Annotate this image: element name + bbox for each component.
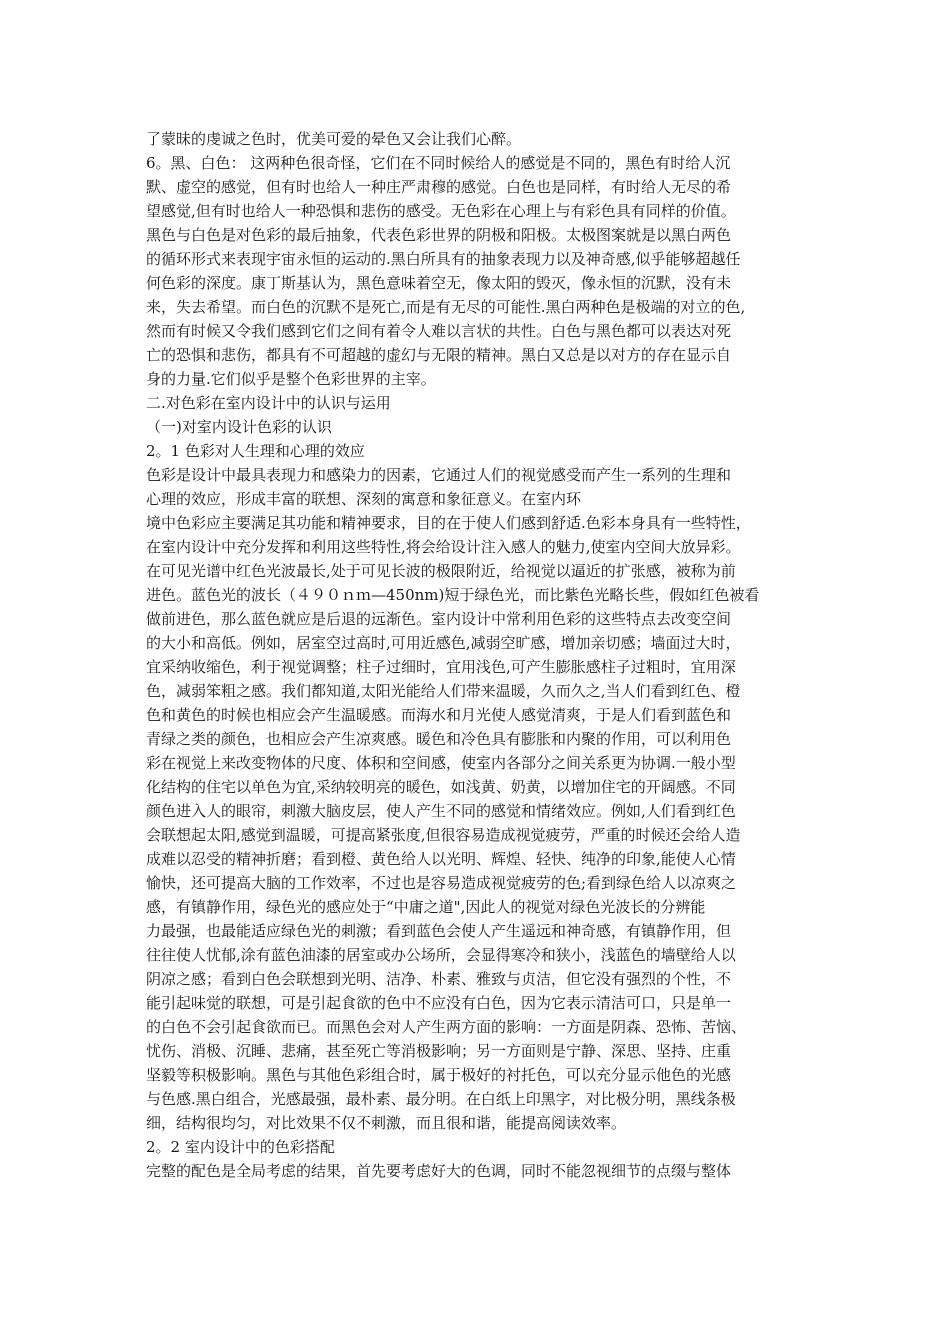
text-line: 与色感.黑白组合，光感最强，最朴素、最分明。在白纸上印黑字，对比极分明，黑线条极 [146, 1090, 736, 1108]
text-line: 会联想起太阳,感觉到温暖，可提高紧张度,但很容易造成视觉疲劳，严重的时候还会给人造 [146, 826, 741, 844]
text-line: 细，结构很均匀，对比效果不仅不刺激，而且很和谐，能提高阅读效率。 [146, 1114, 627, 1132]
text-line: 来，失去希望。而白色的沉默不是死亡,而是有无尽的可能性.黑白两种色是极端的对立的色, [146, 298, 746, 316]
text-line: 色和黄色的时候也相应会产生温暖感。而海水和月光使人感觉清爽，于是人们看到蓝色和 [146, 706, 732, 724]
text-line: 颜色进入人的眼帘，刺激大脑皮层，使人产生不同的感觉和情绪效应。例如,人们看到红色 [146, 802, 736, 820]
text-line: 完整的配色是全局考虑的结果，首先要考虑好大的色调，同时不能忽视细节的点缀与整体 [146, 1162, 732, 1180]
document-body [146, 127, 810, 1183]
text-line: 亡的恐惧和悲伤，都具有不可超越的虚幻与无限的精神。黑白又总是以对方的存在显示自 [146, 346, 732, 364]
text-line: 彩在视觉上来改变物体的尺度、体积和空间感，使室内各部分之间关系更为协调.一般小型 [146, 754, 736, 772]
text-line: 能引起味觉的联想，可是引起食欲的色中不应没有白色，因为它表示清洁可口，只是单一 [146, 994, 732, 1012]
text-line: 在室内设计中充分发挥和利用这些特性,将会给设计注入感人的魅力,使室内空间大放异彩。 [146, 538, 741, 556]
text-line: 成难以忍受的精神折磨；看到橙、黄色给人以光明、辉煌、轻快、纯净的印象,能使人心情 [146, 850, 736, 868]
text-line: 青绿之类的颜色，也相应会产生凉爽感。暖色和冷色具有膨胀和内聚的作用，可以利用色 [146, 730, 732, 748]
text-line: 了蒙昧的虔诚之色时，优美可爱的晕色又会让我们心醉。 [146, 130, 522, 148]
text-line: 忧伤、消极、沉睡、悲痛，甚至死亡等消极影响；另一方面则是宁静、深思、坚持、庄重 [146, 1042, 732, 1060]
text-line: 然而有时候又令我们感到它们之间有着令人难以言状的共性。白色与黑色都可以表达对死 [146, 322, 732, 340]
text-line: 境中色彩应主要满足其功能和精神要求，目的在于使人们感到舒适.色彩本身具有一些特性， [146, 514, 751, 532]
text-line: 心理的效应，形成丰富的联想、深刻的寓意和象征意义。在室内环 [146, 490, 582, 508]
text-line: 往往使人忧郁,涂有蓝色油漆的居室或办公场所，会显得寒冷和狭小，浅蓝色的墙壁给人以 [146, 946, 736, 964]
text-line: 身的力量.它们似乎是整个色彩世界的主宰。 [146, 370, 436, 388]
text-line: 6。黑、白色： 这两种色很奇怪，它们在不同时候给人的感觉是不同的，黑色有时给人沉 [146, 154, 731, 172]
text-line: 望感觉,但有时也给人一种恐惧和悲伤的感受。无色彩在心理上与有彩色具有同样的价值。 [146, 202, 736, 220]
text-line: 二.对色彩在室内设计中的认识与运用 [146, 394, 391, 412]
text-line: 在可见光谱中红色光波最长,处于可见长波的极限附近，给视觉以逼近的扩张感，被称为前 [146, 562, 736, 580]
text-line: 的循环形式来表现宇宙永恒的运动的.黑白所具有的抽象表现力以及神奇感,似乎能够超越任 [146, 250, 741, 268]
text-line: 阴凉之感；看到白色会联想到光明、洁净、朴素、雅致与贞洁，但它没有强烈的个性，不 [146, 970, 732, 988]
text-line: 力最强，也最能适应绿色光的刺激；看到蓝色会使人产生遥远和神奇感，有镇静作用，但 [146, 922, 732, 940]
text-line: 进色。蓝色光的波长（４９０ｎｍ—450nm)短于绿色光，而比紫色光略长些，假如红色被看 [146, 586, 760, 604]
text-line: 愉快，还可提高大脑的工作效率，不过也是容易造成视觉疲劳的色;看到绿色给人以凉爽之 [146, 874, 737, 892]
text-line: 默、虚空的感觉，但有时也给人一种庄严肃穆的感觉。白色也是同样，有时给人无尽的希 [146, 178, 732, 196]
text-line: 2。1 色彩对人生理和心理的效应 [146, 442, 365, 460]
text-line: 的白色不会引起食欲而已。而黑色会对人产生两方面的影响：一方面是阴森、恐怖、苦恼、 [146, 1018, 747, 1036]
text-line: 黑色与白色是对色彩的最后抽象，代表色彩世界的阴极和阳极。太极图案就是以黑白两色 [146, 226, 732, 244]
text-line: （一)对室内设计色彩的认识 [146, 418, 332, 436]
text-line: 化结构的住宅以单色为宜,采纳较明亮的暖色，如浅黄、奶黄，以增加住宅的开阔感。不同 [146, 778, 736, 796]
text-line: 2。2 室内设计中的色彩搭配 [146, 1138, 335, 1156]
text-line: 色彩是设计中最具表现力和感染力的因素，它通过人们的视觉感受而产生一系列的生理和 [146, 466, 732, 484]
text-line: 色，减弱笨粗之感。我们都知道,太阳光能给人们带来温暖，久而久之,当人们看到红色、橙 [146, 682, 741, 700]
text-line: 宜采纳收缩色，利于视觉调整；柱子过细时，宜用浅色,可产生膨胀感柱子过粗时，宜用深 [146, 658, 736, 676]
text-line: 感，有镇静作用，绿色光的感应处于“中庸之道",因此人的视觉对绿色光波长的分辨能 [146, 898, 706, 916]
text-line: 何色彩的深度。康丁斯基认为，黑色意味着空无，像太阳的毁灭，像永恒的沉默，没有未 [146, 274, 732, 292]
text-line: 的大小和高低。例如，居室空过高时,可用近感色,减弱空旷感，增加亲切感；墙面过大时， [146, 634, 741, 652]
text-line: 做前进色，那么蓝色就应是后退的远渐色。室内设计中常利用色彩的这些特点去改变空间 [146, 610, 732, 628]
text-line: 坚毅等积极影响。黑色与其他色彩组合时，属于极好的衬托色，可以充分显示他色的光感 [146, 1066, 732, 1084]
